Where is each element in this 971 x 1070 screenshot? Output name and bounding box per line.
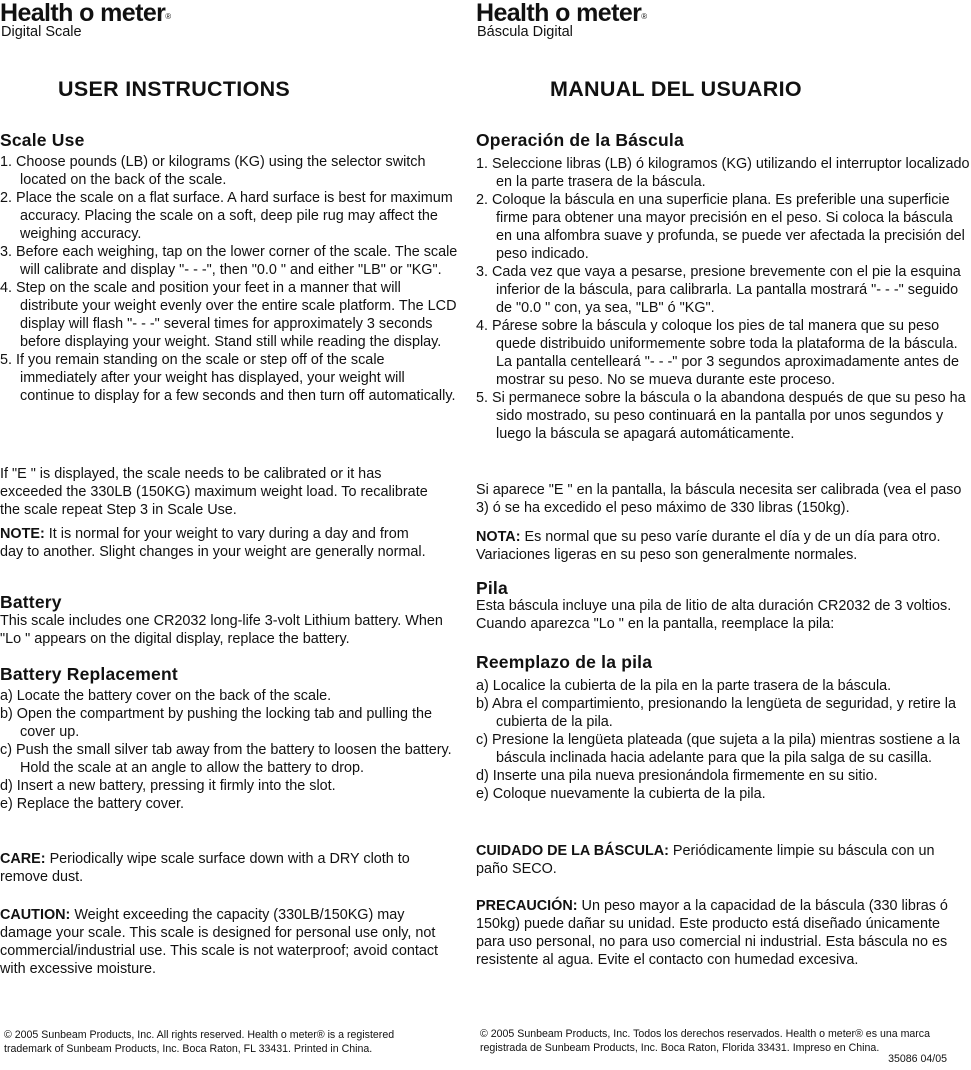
brand-logo: Health o meter® xyxy=(476,0,647,27)
list-item: c) Push the small silver tab away from the battery to loosen the battery. Hold the scale at an angle to allow the battery to drop. xyxy=(0,742,452,776)
list-item: e) Coloque nuevamente la cubierta de la pila. xyxy=(476,786,766,802)
product-subtitle: Báscula Digital xyxy=(477,24,573,40)
list-item: d) Inserte una pila nueva presionándola firmemente en su sitio. xyxy=(476,768,878,784)
document-title: USER INSTRUCTIONS xyxy=(58,77,291,101)
care-paragraph xyxy=(476,842,966,878)
battery-replacement-list xyxy=(476,677,964,803)
note-label: NOTA: xyxy=(476,529,521,545)
battery-replacement-heading: Reemplazo de la pila xyxy=(476,652,653,672)
note-label: NOTE: xyxy=(0,526,45,542)
caution-label: CAUTION: xyxy=(0,907,71,923)
list-item: 1. Seleccione libras (LB) ó kilogramos (KG) utilizando el interruptor localizado en la parte trasera de la báscula. xyxy=(476,156,970,190)
list-item: 2. Place the scale on a flat surface. A hard surface is best for maximum accuracy. Placing the scale on a soft, deep pile rug may affect the weighing accuracy. xyxy=(0,190,453,242)
error-note: If "E " is displayed, the scale needs to be calibrated or it has exceeded the 330LB (150KG) maximum weight load. To recalibrate the scale repeat Step 3 in Scale Use. xyxy=(0,466,428,518)
note-paragraph xyxy=(0,525,430,561)
care-label: CARE: xyxy=(0,851,46,867)
document-code: 35086 04/05 xyxy=(888,1052,947,1065)
list-item: e) Replace the battery cover. xyxy=(0,796,184,812)
list-item: 1. Choose pounds (LB) or kilograms (KG) using the selector switch located on the back of the scale. xyxy=(0,154,426,188)
battery-replacement-list xyxy=(0,687,452,813)
brand-logo: Health o meter® xyxy=(0,0,171,27)
note-paragraph xyxy=(476,528,964,564)
caution-paragraph xyxy=(476,897,966,969)
english-column xyxy=(0,0,460,1070)
battery-heading: Battery xyxy=(0,592,62,612)
scale-use-list xyxy=(476,155,971,443)
copyright-footer: © 2005 Sunbeam Products, Inc. Todos los derechos reservados. Health o meter® es una marca registrada de Sunbeam Products, Inc. Boca Raton, Florida 33431. Impreso en China. xyxy=(480,1028,930,1054)
caution-label: PRECAUCIÓN: xyxy=(476,898,578,914)
list-item: 5. If you remain standing on the scale or step off of the scale immediately after your weight has displayed, your weight will continue to display for a few seconds and then turn off automatically. xyxy=(0,352,456,404)
list-item: 4. Step on the scale and position your feet in a manner that will distribute your weight evenly over the entire scale platform. The LCD display will flash "- - -" several times for approximately 3 seconds before displaying your weight. Stand still while reading the display. xyxy=(0,280,457,350)
caution-text: Un peso mayor a la capacidad de la báscula (330 libras ó 150kg) puede dañar su unidad. Este producto está diseñado únicamente para uso personal, no para uso comercial ni industrial. Esta báscula no es resistente al agua. Evite el contacto con humedad excesiva. xyxy=(476,898,948,968)
list-item: 5. Si permanece sobre la báscula o la abandona después de que su peso ha sido mostrado, su peso continuará en la pantalla por unos segundos y luego la báscula se apagará automáticamente. xyxy=(476,390,966,442)
product-subtitle: Digital Scale xyxy=(1,24,82,40)
battery-text: Esta báscula incluye una pila de litio de alta duración CR2032 de 3 voltios. Cuando aparezca "Lo " en la pantalla, reemplace la pila: xyxy=(476,598,952,632)
spanish-column xyxy=(476,0,971,1070)
list-item: 4. Párese sobre la báscula y coloque los pies de tal manera que su peso quede distribuido uniformemente sobre toda la plataforma de la báscula. La pantalla centelleará "- - -" por 3 segundos aproximadamente antes de mostrar su peso. No se mueva durante este proceso. xyxy=(476,318,960,388)
note-text: Es normal que su peso varíe durante el día y de un día para otro. Variaciones ligeras en su peso son generalmente normales. xyxy=(476,529,941,563)
caution-text: Weight exceeding the capacity (330LB/150KG) may damage your scale. This scale is designed for personal use only, not commercial/industrial use. This scale is not waterproof; avoid contact with excessive moisture. xyxy=(0,907,439,977)
care-paragraph xyxy=(0,850,430,886)
list-item: 3. Before each weighing, tap on the lower corner of the scale. The scale will calibrate and display "- - -", then "0.0 " and either "LB" or "KG". xyxy=(0,244,458,278)
list-item: d) Insert a new battery, pressing it firmly into the slot. xyxy=(0,778,336,794)
battery-replacement-heading: Battery Replacement xyxy=(0,664,178,684)
care-label: CUIDADO DE LA BÁSCULA: xyxy=(476,843,669,859)
caution-paragraph xyxy=(0,906,455,978)
scale-use-heading: Operación de la Báscula xyxy=(476,130,684,150)
battery-text: This scale includes one CR2032 long-life 3-volt Lithium battery. When "Lo " appears on the digital display, replace the battery. xyxy=(0,613,443,647)
copyright-footer: © 2005 Sunbeam Products, Inc. All rights reserved. Health o meter® is a registered trademark of Sunbeam Products, Inc. Boca Raton, FL 33431. Printed in China. xyxy=(4,1029,395,1055)
list-item: 2. Coloque la báscula en una superficie plana. Es preferible una superficie firme para obtener una mayor precisión en el peso. Si coloca la báscula en una alfombra suave y profunda, se puede ver afectada la precisión del peso indicado. xyxy=(476,192,965,262)
scale-use-heading: Scale Use xyxy=(0,130,85,150)
document-title: MANUAL DEL USUARIO xyxy=(550,77,802,101)
care-text: Periodically wipe scale surface down with a DRY cloth to remove dust. xyxy=(0,851,410,885)
list-item: a) Localice la cubierta de la pila en la parte trasera de la báscula. xyxy=(476,678,892,694)
care-text: Periódicamente limpie su báscula con un paño SECO. xyxy=(476,843,935,877)
list-item: a) Locate the battery cover on the back of the scale. xyxy=(0,688,332,704)
scale-use-list xyxy=(0,153,458,405)
list-item: b) Abra el compartimiento, presionando la lengüeta de seguridad, y retire la cubierta de la pila. xyxy=(476,696,956,730)
list-item: b) Open the compartment by pushing the locking tab and pulling the cover up. xyxy=(0,706,432,740)
battery-heading: Pila xyxy=(476,578,508,598)
note-text: It is normal for your weight to vary during a day and from day to another. Slight changes in your weight are generally normal. xyxy=(0,526,426,560)
list-item: c) Presione la lengüeta plateada (que sujeta a la pila) mientras sostiene a la báscula inclinada hacia adelante para que la pila salga de su casilla. xyxy=(476,732,960,766)
list-item: 3. Cada vez que vaya a pesarse, presione brevemente con el pie la esquina inferior de la báscula, para calibrarla. La pantalla mostrará "- - -" seguido de "0.0 " con, ya sea, "LB" ó "KG". xyxy=(476,264,961,316)
error-note: Si aparece "E " en la pantalla, la báscula necesita ser calibrada (vea el paso 3) ó se ha excedido el peso máximo de 330 libras (150kg). xyxy=(476,482,962,516)
